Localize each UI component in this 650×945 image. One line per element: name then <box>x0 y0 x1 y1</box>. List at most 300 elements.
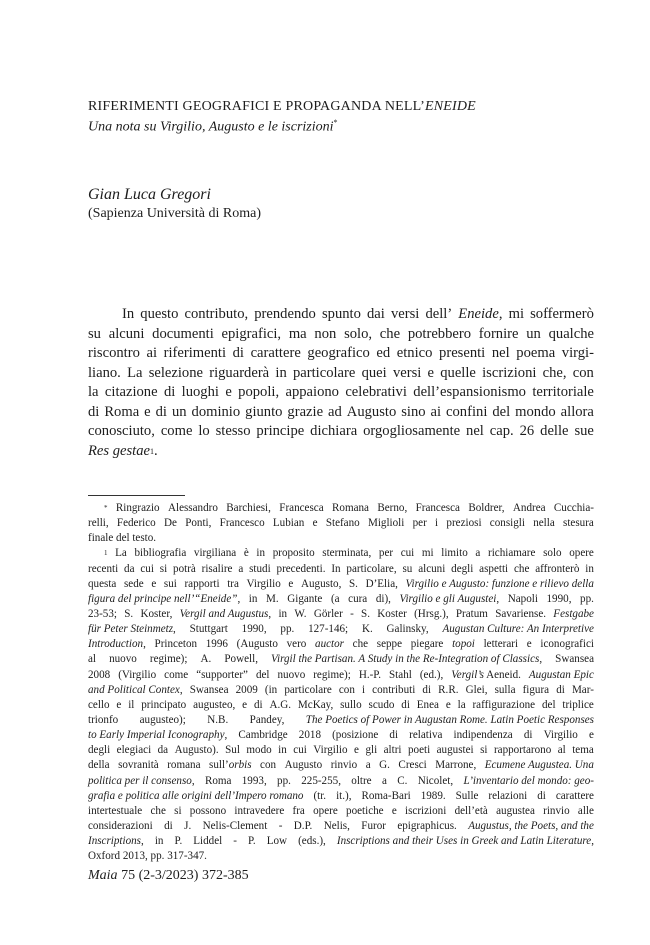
body-line <box>88 344 594 364</box>
word: Virgilio e Augusto: funzione e rilievo della <box>405 577 594 590</box>
word: Glei, <box>465 683 488 696</box>
word: si <box>174 804 182 817</box>
word: D’Elia, <box>365 577 398 590</box>
word: mi <box>421 547 434 560</box>
word: Koster, <box>140 607 173 620</box>
word: scudo <box>368 698 395 711</box>
word: nuovo <box>277 668 306 681</box>
word: poeti <box>407 744 431 757</box>
footnote-line <box>88 698 594 713</box>
article-title-italic: ENEIDE <box>424 99 476 114</box>
word: (eds.), <box>298 835 326 848</box>
word: . <box>154 442 158 459</box>
word: piegare <box>410 638 444 651</box>
word: è <box>243 547 249 560</box>
word: di <box>523 729 533 742</box>
footnote-reference[interactable]: * <box>104 504 108 512</box>
word: sull’orbis <box>209 759 252 772</box>
word: (a <box>330 592 340 605</box>
word: solo <box>543 547 562 560</box>
footnote-line <box>88 501 594 516</box>
word: consigli <box>489 517 525 530</box>
word: K. <box>361 623 373 636</box>
word: relli, <box>88 517 109 530</box>
word: un <box>171 403 187 420</box>
word: (Augusto <box>236 638 278 651</box>
word: Cresci <box>398 759 427 772</box>
word: rapporti <box>184 577 220 590</box>
word: alcuni <box>108 325 145 342</box>
footnote-separator <box>88 495 185 496</box>
word: P. <box>174 835 183 848</box>
word: carattere <box>250 345 301 361</box>
word: The Poetics of Power in Augustan Rome. Latin Poetic Responses <box>305 713 594 726</box>
word: conosciuto, <box>88 423 155 439</box>
word: limito <box>441 547 468 560</box>
word: Augusto <box>346 403 397 420</box>
word: di), <box>375 592 391 605</box>
word: 26 <box>519 423 535 439</box>
word: epigraphicus. <box>397 819 457 832</box>
word: appaiono <box>285 384 339 400</box>
word: 1996 <box>205 638 228 651</box>
word: 2008 <box>88 668 111 681</box>
word: Inscriptions, <box>88 835 144 848</box>
word: di <box>232 345 244 361</box>
footnote-line <box>88 668 594 683</box>
word: Augusto). <box>174 744 219 757</box>
word: e <box>242 698 248 711</box>
word: citazione <box>104 384 158 400</box>
word: Ringrazio <box>115 502 160 514</box>
word: potrebbero <box>407 325 472 342</box>
word: riscontro <box>88 345 140 361</box>
footnote-line <box>88 652 594 667</box>
word: di <box>422 683 432 696</box>
word: trionfo <box>88 713 119 726</box>
word: solo, <box>344 325 373 342</box>
word: particolare <box>292 364 356 381</box>
word: soffermerò <box>530 306 594 322</box>
article-subtitle-text: Una nota su Virgilio, Augusto e le iscrizioni <box>88 119 334 135</box>
word: lo <box>198 423 210 439</box>
word: P. <box>247 835 256 848</box>
word: poema <box>516 345 556 361</box>
word: si <box>480 744 488 757</box>
word: Augusto <box>284 759 323 772</box>
word: intertestuale <box>88 804 143 817</box>
word: richiamare <box>488 547 536 560</box>
word: carattere <box>555 789 594 802</box>
body-line <box>88 442 594 462</box>
word: figura <box>522 683 550 696</box>
word: Savariense. <box>495 607 547 620</box>
word: - <box>278 819 283 832</box>
footnote-line <box>88 607 594 622</box>
word: - <box>233 835 237 848</box>
word: letterari <box>483 638 519 651</box>
word: “supporter” <box>196 668 248 681</box>
word: De <box>163 517 177 530</box>
word: sue <box>574 423 594 439</box>
word: 1990, <box>241 623 267 636</box>
word: romana <box>167 759 201 772</box>
word: studi <box>249 562 271 575</box>
word: 1989. <box>420 789 446 802</box>
word: cui <box>400 547 415 560</box>
word: versi <box>392 364 422 381</box>
word: presenti <box>439 345 486 361</box>
word: regime); <box>313 668 351 681</box>
word: per <box>412 517 427 530</box>
word: virgi- <box>561 345 594 361</box>
word: ma <box>288 325 307 342</box>
word: indipendenza <box>453 729 513 742</box>
word: i <box>361 683 366 696</box>
word: Marrone, <box>435 759 477 772</box>
body-line <box>88 364 594 384</box>
word: fra <box>292 804 305 817</box>
article-title-text: RIFERIMENTI GEOGRAFICI E PROPAGANDA NELL’ <box>88 99 425 114</box>
word: Liddel <box>193 835 223 848</box>
footnote-reference[interactable]: 1 <box>104 549 108 558</box>
word: Augustan Epic <box>528 668 594 681</box>
word: it.), <box>336 789 352 802</box>
word: da <box>157 744 169 757</box>
footnote-reference[interactable]: 1 <box>150 446 155 456</box>
body-line <box>88 305 594 325</box>
footnote-line <box>88 774 594 789</box>
footnote-line <box>88 546 594 561</box>
word: S. <box>124 607 134 620</box>
footnote-line <box>88 622 594 637</box>
word: quelle <box>440 364 476 381</box>
word: seppe <box>376 638 403 651</box>
word: di <box>253 698 263 711</box>
word: Virgilio <box>313 744 348 757</box>
word: del <box>492 403 511 420</box>
word: oltre <box>351 774 372 787</box>
word: Inscriptions and their Uses in Greek and Latin Literature, <box>336 835 594 848</box>
word: altri <box>383 744 402 757</box>
word: quei <box>361 364 387 381</box>
word: G. <box>379 759 390 772</box>
word: nuovo <box>109 653 137 666</box>
word: Cambridge <box>238 729 288 742</box>
word: particolare, <box>346 562 397 575</box>
word: augustea <box>496 804 535 817</box>
word: e <box>526 638 532 651</box>
footnote-line <box>88 577 594 592</box>
word: Stefano <box>325 517 360 530</box>
word: In <box>122 306 135 322</box>
word: (tr. <box>313 789 327 802</box>
word: e <box>225 384 232 400</box>
word: 1990, <box>546 592 572 605</box>
word: pp. <box>280 623 295 636</box>
word: in <box>248 592 258 605</box>
footnote-line <box>88 562 594 577</box>
word: W. <box>294 607 307 620</box>
word: L’inventario del mondo: geo- <box>463 774 594 787</box>
word: pp. <box>277 774 291 787</box>
word: rinvio <box>330 759 358 772</box>
word: non <box>314 325 337 342</box>
word: ai <box>146 345 158 361</box>
footnote-line <box>88 789 594 804</box>
word: e <box>588 729 594 742</box>
word: sterminata, <box>322 547 372 560</box>
word: prendendo <box>254 306 316 322</box>
word: principe <box>256 423 305 439</box>
word: alle <box>577 804 594 817</box>
word: für Peter Steinmetz, <box>88 623 176 636</box>
word: Augustus, the Poets, and the <box>468 819 594 832</box>
footnote-line <box>88 592 594 607</box>
word: la <box>457 698 466 711</box>
word: Princeton <box>154 638 198 651</box>
journal-citation: 75 (2-3/2023) 372-385 <box>121 868 249 883</box>
word: augusteo); <box>139 713 186 726</box>
acknowledgement-footnote-mark[interactable]: * <box>333 118 338 127</box>
footnote-line <box>88 758 594 773</box>
word: Galinsky, <box>386 623 429 636</box>
word: che, <box>542 364 567 381</box>
word: e <box>354 744 359 757</box>
word: finale del testo. <box>88 532 157 545</box>
word: come <box>160 423 193 439</box>
word: Stuttgart <box>189 623 228 636</box>
word: Berno, <box>377 502 408 514</box>
word: modo <box>246 744 272 757</box>
word: Romana <box>332 502 369 514</box>
word: nella <box>533 517 555 530</box>
word: un <box>526 325 541 342</box>
word: In <box>331 562 341 575</box>
footnote-line <box>88 713 594 728</box>
word: di <box>88 403 100 420</box>
word: rinvio <box>543 804 570 817</box>
body-line <box>88 383 594 403</box>
word: possono <box>189 804 227 817</box>
word: Introduction, <box>88 638 146 651</box>
word: degli <box>451 562 474 575</box>
word: al <box>557 744 566 757</box>
word: (in <box>264 683 278 696</box>
word: Nelis-Clement <box>202 819 268 832</box>
word: 2009 <box>235 683 258 696</box>
word: La <box>115 547 127 560</box>
word: to Early Imperial Iconography, <box>88 729 228 742</box>
word: relativa <box>409 729 443 742</box>
word: C. <box>397 774 408 787</box>
word: e <box>391 804 397 817</box>
word: Res gestae <box>88 442 151 459</box>
word: J. <box>184 819 192 832</box>
footnote-line <box>88 849 594 864</box>
word: Pratum <box>455 607 488 620</box>
word: raffigurazione <box>472 698 536 711</box>
word: delle <box>540 423 569 439</box>
word: Gigante <box>287 592 323 605</box>
word: dell’espansionismo <box>413 384 526 400</box>
word: vero <box>286 638 307 651</box>
word: Stahl <box>389 668 412 681</box>
word: con <box>260 759 277 772</box>
word: Boldrer, <box>468 502 505 514</box>
word: Koster <box>377 607 407 620</box>
word: riferimenti <box>163 345 227 361</box>
word: del <box>255 668 270 681</box>
word: intravedere <box>234 804 285 817</box>
article-title <box>88 99 476 115</box>
word: Nicolet, <box>417 774 454 787</box>
word: S. <box>361 607 370 620</box>
word: (posizione <box>332 729 379 742</box>
word: versi <box>390 306 420 322</box>
word: orgogliosamente <box>363 423 461 439</box>
word: Augusto, <box>300 577 342 590</box>
word: Alessandro <box>167 502 218 514</box>
word: etnico <box>396 345 433 361</box>
word: risalire <box>201 562 233 575</box>
word: dichiara <box>310 423 358 439</box>
word: contributo, <box>184 306 249 322</box>
word: Ponti, <box>185 517 212 530</box>
word: Nelis, <box>323 819 350 832</box>
word: e <box>445 698 451 711</box>
word: Low <box>266 835 288 848</box>
word: celebrativi <box>345 384 407 400</box>
word: D.P. <box>293 819 313 832</box>
word: and Political Contex, <box>88 683 183 696</box>
word: (Hrsg.), <box>414 607 449 620</box>
word: sino <box>401 403 426 420</box>
word: Virgilio e gli Augustei, <box>399 592 500 605</box>
word: Lubian <box>272 517 305 530</box>
word: a <box>365 759 371 772</box>
word: il <box>128 698 135 711</box>
footnote-line <box>88 516 594 531</box>
word: e <box>427 364 435 381</box>
word: sovranità <box>118 759 159 772</box>
word: della <box>88 759 110 772</box>
word: 225-255, <box>301 774 341 787</box>
word: in <box>275 364 287 381</box>
word: 2018 <box>298 729 321 742</box>
word: spunto <box>321 306 361 322</box>
word: geografico <box>307 345 370 361</box>
word: La <box>127 364 143 381</box>
word: cap. <box>489 423 514 439</box>
word: cui <box>140 562 154 575</box>
word: ai <box>430 403 442 420</box>
word: di <box>556 683 565 696</box>
word: epigrafici, <box>221 325 282 342</box>
word: e <box>151 577 157 590</box>
author-name: Gian Luca Gregori <box>88 186 211 203</box>
word: liano. <box>88 364 121 381</box>
word: topoi <box>452 638 475 651</box>
word: Virgil the Partisan. A Study in the Re-Integration of Classics, <box>271 653 543 666</box>
word: 127-146; <box>308 623 349 636</box>
journal-name: Maia <box>88 868 118 883</box>
word: in <box>278 744 287 757</box>
word: allora <box>560 403 594 420</box>
word: affronterò <box>535 562 580 575</box>
word: opere <box>313 804 338 817</box>
footnote-line <box>88 683 594 698</box>
word: (Virgilio <box>118 668 157 681</box>
word: Federico <box>116 517 156 530</box>
footnote-line <box>88 531 594 546</box>
word: proposito <box>272 547 315 560</box>
word: Roma-Bari <box>361 789 411 802</box>
word: e <box>288 577 294 590</box>
word: bibliografia <box>134 547 187 560</box>
word: virgiliana <box>193 547 237 560</box>
word: recenti <box>88 562 119 575</box>
word: Francesco <box>219 517 265 530</box>
word: A. <box>200 653 212 666</box>
word: sui <box>163 577 177 590</box>
word: opere <box>569 547 594 560</box>
word: iscrizioni <box>405 804 447 817</box>
word: riguarderà <box>209 364 270 381</box>
word: dominio <box>191 403 241 420</box>
word: Augustan Culture: An Interpretive <box>442 623 594 636</box>
word: dai <box>367 306 385 322</box>
word: 1993, <box>241 774 267 787</box>
word: triplice <box>562 698 594 711</box>
word: tema <box>572 744 594 757</box>
word: cui <box>293 744 307 757</box>
word: Ecumene Augustea. Una <box>484 759 594 772</box>
word: di <box>163 384 176 400</box>
footnote-line <box>88 743 594 758</box>
body-line <box>88 422 594 442</box>
word: in <box>256 547 266 560</box>
word: Francesca <box>279 502 324 514</box>
word: in <box>154 835 164 848</box>
word: dell’età <box>454 804 488 817</box>
word: di <box>155 403 167 420</box>
word: Furor <box>361 819 386 832</box>
word: che <box>352 638 369 651</box>
word: su <box>402 562 413 575</box>
word: sulla <box>494 683 516 696</box>
word: e <box>144 403 151 420</box>
word: di <box>389 729 399 742</box>
word: nel <box>466 423 484 439</box>
footnote-line <box>88 819 594 834</box>
word: si <box>159 562 168 575</box>
word: di <box>164 819 173 832</box>
word: con <box>338 683 355 696</box>
word: S. <box>348 577 358 590</box>
word: e <box>116 698 122 711</box>
word: precedenti. <box>276 562 326 575</box>
word: Sul <box>225 744 240 757</box>
word: tra <box>227 577 239 590</box>
word: Oxford 2013, pp. 317-347. <box>88 850 207 863</box>
word: dell’ <box>425 306 453 322</box>
word: a <box>475 547 481 560</box>
footnote-line <box>88 637 594 652</box>
word: figura del principe nell’“Eneide”, <box>88 592 241 605</box>
word: Görler <box>313 607 343 620</box>
word: documenti <box>152 325 214 342</box>
